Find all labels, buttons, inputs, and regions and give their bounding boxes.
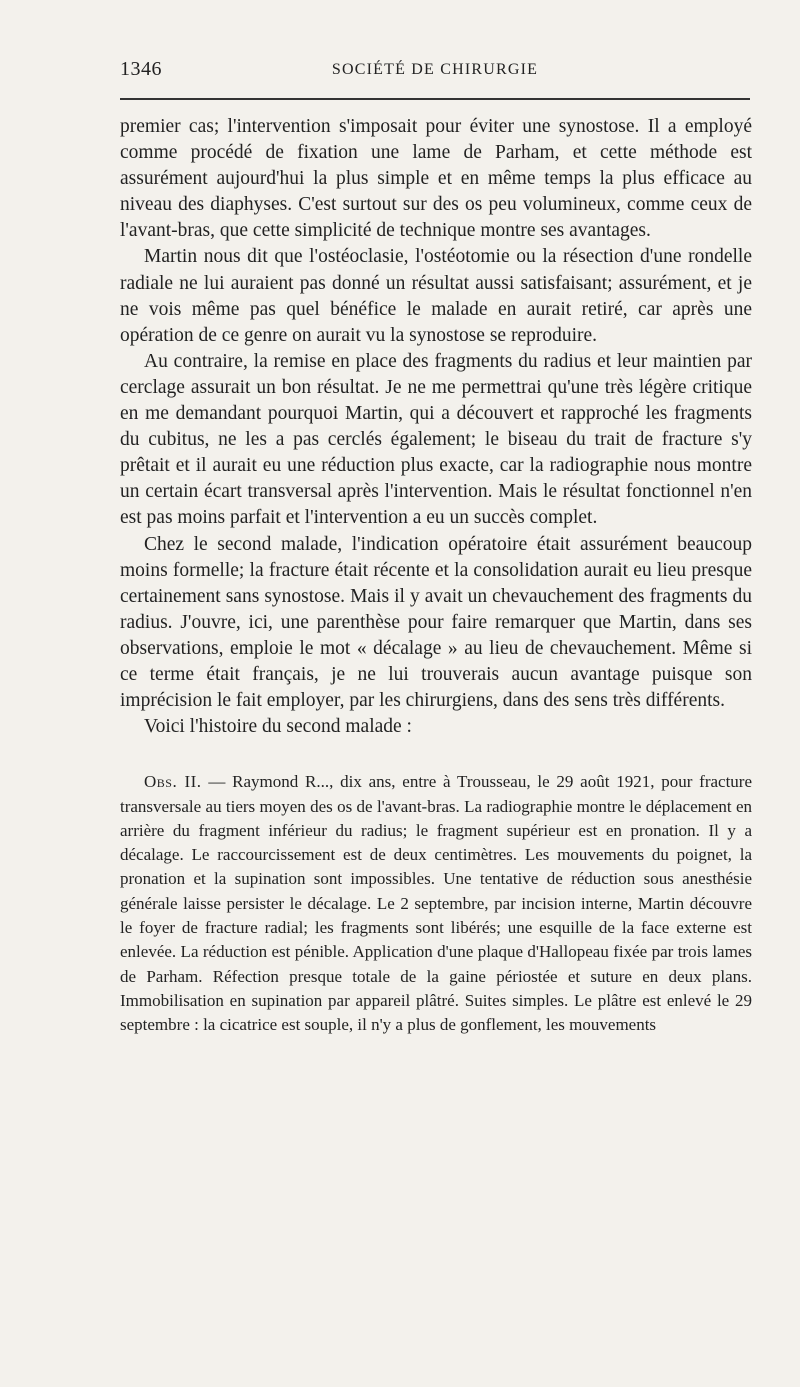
observation-paragraph [120, 770, 752, 1037]
page-number: 1346 [120, 58, 162, 80]
running-title: SOCIÉTÉ DE CHIRURGIE [331, 61, 539, 78]
observation-text: — Raymond R..., dix ans, entre à Trousseau, le 29 août 1921, pour fracture transversale au tiers moyen des os de l'avant-bras. La radiographie montre le déplacement en arrière du fragment inférieur du radius; le fragment supérieur est en pronation. Il y a décalage. Le raccourcissement est de deux centimètres. Les mouvements du poignet, la pronation et la supination sont impossibles. Une tentative de réduction sous anesthésie générale laisse persister le décalage. Le 2 septembre, par incision interne, Martin découvre le foyer de fracture radial; les fragments sont libérés; une esquille de la face externe est enlevée. La réduction est pénible. Application d'une plaque d'Hallopeau fixée par trois lames de Parham. Réfection presque totale de la gaine périostée et suture en deux plans. Immobilisation en supination par appareil plâtré. Suites simples. Le plâtre est enlevé le 29 septembre : la cicatrice est souple, il n'y a plus de gonflement, les mouvements [120, 772, 753, 1035]
header-rule [120, 98, 750, 100]
paragraph-1: premier cas; l'intervention s'imposait pour éviter une synostose. Il a employé comme procédé de fixation une lame de Parham, et cette méthode est assurément aujourd'hui la plus simple et en même temps la plus efficace au niveau des diaphyses. C'est surtout sur des os peu volumineux, comme ceux de l'avant-bras, que cette simplicité de technique montre ses avantages. [120, 116, 752, 242]
paragraph-4: Chez le second malade, l'indication opératoire était assurément beaucoup moins formelle; la fracture était récente et la consolidation aurait eu lieu presque certainement sans synostose. Mais il y avait un chevauchement des fragments du radius. J'ouvre, ici, une parenthèse pour faire remarquer que Martin, dans ses observations, emploie le mot « décalage » au lieu de chevauchement. Même si ce terme était français, je ne lui trouverais aucun avantage puisque son imprécision le fait employer, par les chirurgiens, dans des sens très différents. [120, 533, 752, 712]
paragraph-3: Au contraire, la remise en place des fragments du radius et leur maintien par cerclage assurait un bon résultat. Je ne me permettrai qu'une très légère critique en me demandant pourquoi Martin, qui a découvert et rapproché les fragments du cubitus, ne les a pas cerclés également; le biseau du trait de fracture s'y prêtait et il aurait eu une réduction plus exacte, car la radiographie nous montre un certain écart transversal après l'intervention. Mais le résultat fonctionnel n'en est pas moins parfait et l'intervention a eu un succès complet. [120, 350, 752, 529]
body-text [120, 114, 752, 1038]
paragraph-5: Voici l'histoire du second malade : [144, 716, 412, 738]
paragraph-2: Martin nous dit que l'ostéoclasie, l'ostéotomie ou la résection d'une rondelle radiale ne lui auraient pas donné un résultat aussi satisfaisant; assurément, et je ne vois même pas quel bénéfice le malade en aurait retiré, car après une opération de ce genre on aurait vu la synostose se reproduire. [120, 246, 752, 346]
observation-label: Obs. II. [144, 772, 202, 792]
page-header [120, 58, 750, 84]
